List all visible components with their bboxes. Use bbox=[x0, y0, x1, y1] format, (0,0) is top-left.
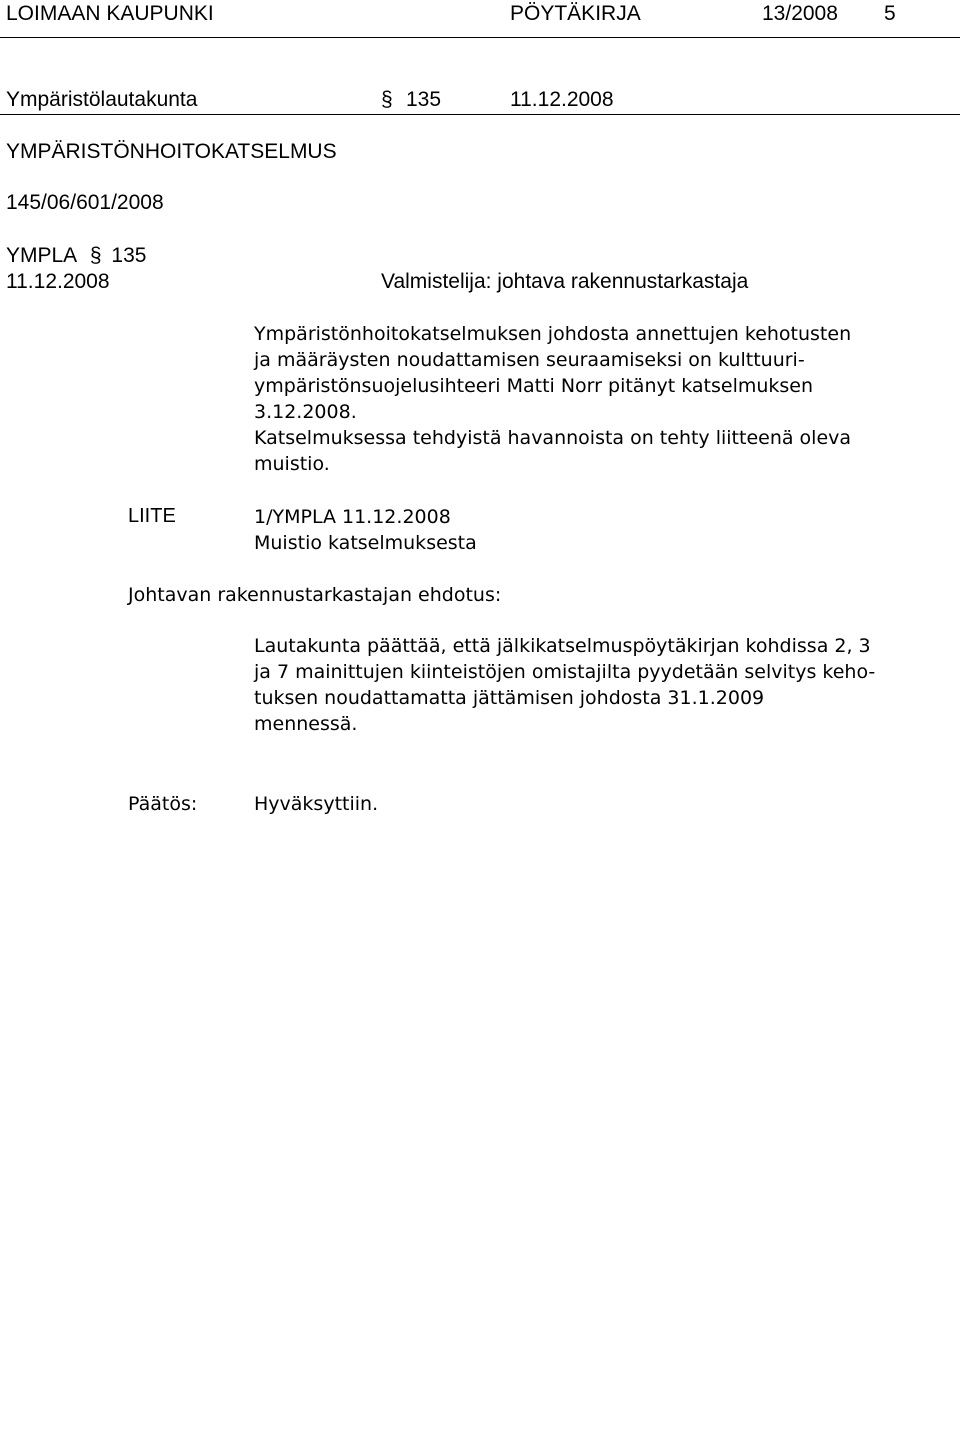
meeting-body: Ympäristölautakunta bbox=[6, 88, 198, 111]
section-number: 135 bbox=[406, 88, 442, 111]
org-name: LOIMAAN KAUPUNKI bbox=[6, 2, 214, 25]
reference-line bbox=[6, 244, 146, 268]
intro-line: 3.12.2008. bbox=[254, 401, 357, 423]
header-rule bbox=[0, 37, 960, 38]
proposal-line: ja 7 mainittujen kiinteistöjen omistajilta pyydetään selvitys keho- bbox=[254, 661, 876, 683]
section-sign: § bbox=[381, 88, 393, 111]
intro-line: Ympäristönhoitokatselmuksen johdosta annettujen kehotusten bbox=[254, 323, 852, 345]
decision-text: Hyväksyttiin. bbox=[254, 793, 379, 815]
attachment-label: LIITE bbox=[128, 505, 176, 527]
meeting-rule bbox=[0, 114, 960, 115]
reference-date: 11.12.2008 bbox=[6, 270, 110, 293]
proposal-line: tuksen noudattamatta jättämisen johdosta 31.1.2009 bbox=[254, 687, 765, 709]
document-number: 13/2008 bbox=[762, 2, 838, 25]
proposal-paragraph bbox=[254, 633, 954, 737]
intro-line: ympäristönsuojelusihteeri Matti Norr pitänyt katselmuksen bbox=[254, 375, 814, 397]
proposal-line: Lautakunta päättää, että jälkikatselmuspöytäkirjan kohdissa 2, 3 bbox=[254, 635, 871, 657]
intro-line: ja määräysten noudattamisen seuraamiseksi on kulttuuri- bbox=[254, 349, 805, 371]
preparer: Valmistelija: johtava rakennustarkastaja bbox=[381, 270, 749, 293]
intro-paragraph bbox=[254, 321, 954, 477]
document-type: PÖYTÄKIRJA bbox=[510, 2, 641, 25]
decision-label: Päätös: bbox=[128, 793, 198, 815]
reference-prefix: YMPLA bbox=[6, 244, 77, 267]
intro-line: muistio. bbox=[254, 453, 330, 475]
page-number: 5 bbox=[884, 2, 896, 25]
record-number: 145/06/601/2008 bbox=[6, 191, 164, 214]
case-title: YMPÄRISTÖNHOITOKATSELMUS bbox=[6, 140, 337, 163]
proposal-heading: Johtavan rakennustarkastajan ehdotus: bbox=[128, 584, 502, 606]
reference-section-sign: § bbox=[89, 244, 102, 267]
reference-section-number: 135 bbox=[111, 244, 147, 267]
proposal-line: mennessä. bbox=[254, 713, 358, 735]
intro-line: Katselmuksessa tehdyistä havannoista on tehty liitteenä oleva bbox=[254, 427, 852, 449]
attachment-name: Muistio katselmuksesta bbox=[254, 532, 477, 554]
meeting-date: 11.12.2008 bbox=[510, 88, 614, 111]
attachment-reference: 1/YMPLA 11.12.2008 bbox=[254, 506, 451, 528]
